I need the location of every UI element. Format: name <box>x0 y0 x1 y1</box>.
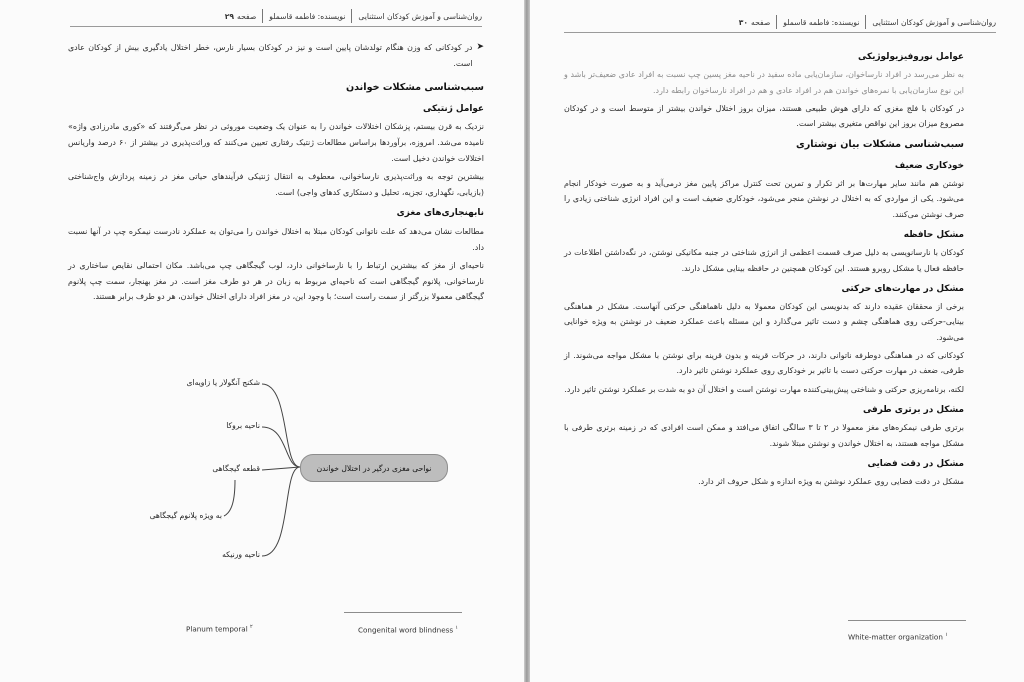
footnote-1: White-matter organization $^۱$ <box>848 632 948 642</box>
header-author: نویسنده: فاطمه قاسملو <box>783 17 860 27</box>
subsection-heading: عوامل ژنتیکی <box>422 103 484 114</box>
right-page-body <box>564 44 964 492</box>
subsection-heading: مشکل در مهارت‌های حرکتی <box>841 283 964 294</box>
arrow-bullet-icon: ➤ <box>476 42 484 52</box>
header-divider <box>865 15 866 29</box>
header-book-title: روان‌شناسی و آموزش کودکان استثنایی <box>872 17 996 27</box>
right-page <box>530 0 1024 682</box>
header-divider <box>776 15 777 29</box>
paragraph: نزدیک به قرن بیستم، پزشکان اختلالات خواندن را به عنوان یک وضعیت موروثی در نظر می‌گرفتند که «کوری مادرزادی واژه» نامیده می‌شد. امروزه، برآوردها براساس مطالعات ژنتیک رفتاری تعیین می‌کنند که وراثت‌پذیری در بیشتر از ۶۰ درصد واریانس اختلالات خواندن دخیل است. <box>68 122 484 163</box>
paragraph: بیشترین توجه به وراثت‌پذیری نارساخوانی، معطوف به انتقال ژنتیکی فرآیندهای حیاتی مغز در زمینه پردازش واج‌شناختی (بازیابی، نگهداری، تجزیه، تحلیل و دستکاری کدهای واجی) است. <box>68 172 484 197</box>
mindmap-branch-broca: ناحیه بروکا <box>226 421 260 430</box>
paragraph: کودکانی که در هماهنگی دوطرفه ناتوانی دارند، در حرکات قرینه و بدون قرینه برای نوشتن با مشکل مواجه می‌شوند. از طرفی، ضعف در مهارت حرکتی دست با تاثیر بر خودکاری روی عملکرد نوشتن تاثیر دارد. <box>564 351 964 376</box>
mindmap-branch-angular: شکنج آنگولار یا زاویه‌ای <box>186 378 260 387</box>
paragraph: به نظر می‌رسد در افراد نارساخوان، سازمان‌یابی ماده سفید در ناحیه مغز پسین چپ نسبت به افراد عادی ضعیف‌تر باشد و این نوع سازمان‌یابی با نمره‌های خواندن هم در افراد عادی و هم در افراد نارساخوان رابطه دارد. <box>564 70 964 95</box>
subsection-heading: مشکل در برتری طرفی <box>862 404 964 415</box>
footnote-divider <box>344 612 462 613</box>
mindmap-sub-branch-planum: به ویژه پلانوم گیجگاهی <box>149 511 222 520</box>
paragraph: لکنه، برنامه‌ریزی حرکتی و شناختی پیش‌بینی‌کننده مهارت نوشتن است و اختلال آن دو به شدت بر عملکرد نوشتن تاثیر دارد. <box>564 384 964 394</box>
footnote-divider <box>848 620 966 621</box>
header-page-number: صفحه ۳۰ <box>738 17 771 27</box>
header-book-title: روان‌شناسی و آموزش کودکان استثنایی <box>358 11 482 21</box>
mindmap-branch-temporal: قطعه گیجگاهی <box>212 464 260 473</box>
paragraph: مطالعات نشان می‌دهد که علت ناتوانی کودکان مبتلا به اختلال خواندن را می‌توان به عملکرد نادرست نیمکره چپ در آنها نسبت داد. <box>68 226 484 252</box>
paragraph: در کودکان با فلج مغزی که دارای هوش طبیعی هستند، میزان بروز اختلال خواندن بیشتر از متوسط است و در کودکان مصروع میزان بروز این نواقص متغیری بیشتر است. <box>564 103 964 129</box>
subsection-heading: مشکل حافظه <box>903 229 964 240</box>
subsection-heading: خودکاری ضعیف <box>894 160 964 171</box>
paragraph: نوشتن هم مانند سایر مهارت‌ها بر اثر تکرار و تمرین تحت کنترل مراکز پایین مغز درمی‌آید و به صورت خودکار انجام می‌شود. یکی از مواردی که به اختلال در نوشتن منجر می‌شود، خودکاری ضعیف است و این افراد انرژی شناختی زیادی را صرف نوشتن می‌کنند. <box>564 179 964 219</box>
footnote-2: Planum temporal $^۲$ <box>186 624 253 634</box>
paragraph: برتری طرفی نیمکره‌های مغز معمولا در ۲ تا ۳ سالگی اتفاق می‌افتد و ممکن است افرادی که در زمینه برتری طرفی با مشکل مواجه هستند، به اختلال خواندن و نوشتن مبتلا شوند. <box>564 423 965 448</box>
header-page-number: صفحه ۲۹ <box>224 11 257 21</box>
paragraph: مشکل در دقت فضایی روی عملکرد نوشتن به ویژه اندازه و شکل حروف اثر دارد. <box>698 477 964 487</box>
paragraph: ناحیه‌ای از مغز که بیشترین ارتباط را با نارساخوانی دارد، لوب گیجگاهی چپ می‌باشد. مکان احتمالی نقایص ساختاری در نارساخوانی، پلانوم گیجگاهی است که ناحیه‌ای مربوط به زبان در هر دو طرف مغز است. در مغز بهنجار، سمت چپ پلانوم گیجگاهی معمولا بزرگتر از سمت راست است؛ با وجود این، در مغز افراد دارای اختلال خواندن، هر دو طرف برابر هستند. <box>68 261 484 302</box>
paragraph: برخی از محققان عقیده دارند که بدنویسی این کودکان معمولا به دلیل ناهماهنگی حرکتی آنهاست. مشکل در هماهنگی بینایی-حرکتی روی هماهنگی چشم و دست تاثیر می‌گذارد و این مسئله باعث عملکرد ضعیف در نوشتن به ویژه خوانایی می‌شود. <box>564 302 964 342</box>
subsection-heading: نابهنجاری‌های مغزی <box>396 208 484 219</box>
section-heading: سبب‌شناسی مشکلات خواندن <box>345 82 484 94</box>
section-heading: سبب‌شناسی مشکلات بیان نوشتاری <box>795 139 964 151</box>
bullet-item: ➤ در کودکانی که وزن هنگام تولدشان پایین است و نیز در کودکان بسیار نارس، خطر اختلال یادگیری بیش از کودکان عادی است. <box>68 40 484 74</box>
subsection-heading: عوامل نوروفیزیولوژیکی <box>857 52 964 62</box>
mindmap-branch-wernicke: ناحیه ورنیکه <box>222 550 260 559</box>
right-page-header <box>564 12 996 33</box>
mindmap-central-node: نواحی مغزی درگیر در اختلال خواندن <box>300 454 448 482</box>
header-author: نویسنده: فاطمه قاسملو <box>269 11 346 21</box>
subsection-heading: مشکل در دقت فضایی <box>867 458 964 469</box>
paragraph: کودکان با نارسانویسی به دلیل صرف قسمت اعظمی از انرژی شناختی در جنبه مکانیکی نوشتن، در نگه‌داشتن اطلاعات در حافظه فعال یا مشکل روبرو هستند. این کودکان همچنین در حافظه بینایی مشکل دارند. <box>564 248 964 273</box>
footnote-1: Congenital word blindness $^۱$ <box>358 625 459 635</box>
